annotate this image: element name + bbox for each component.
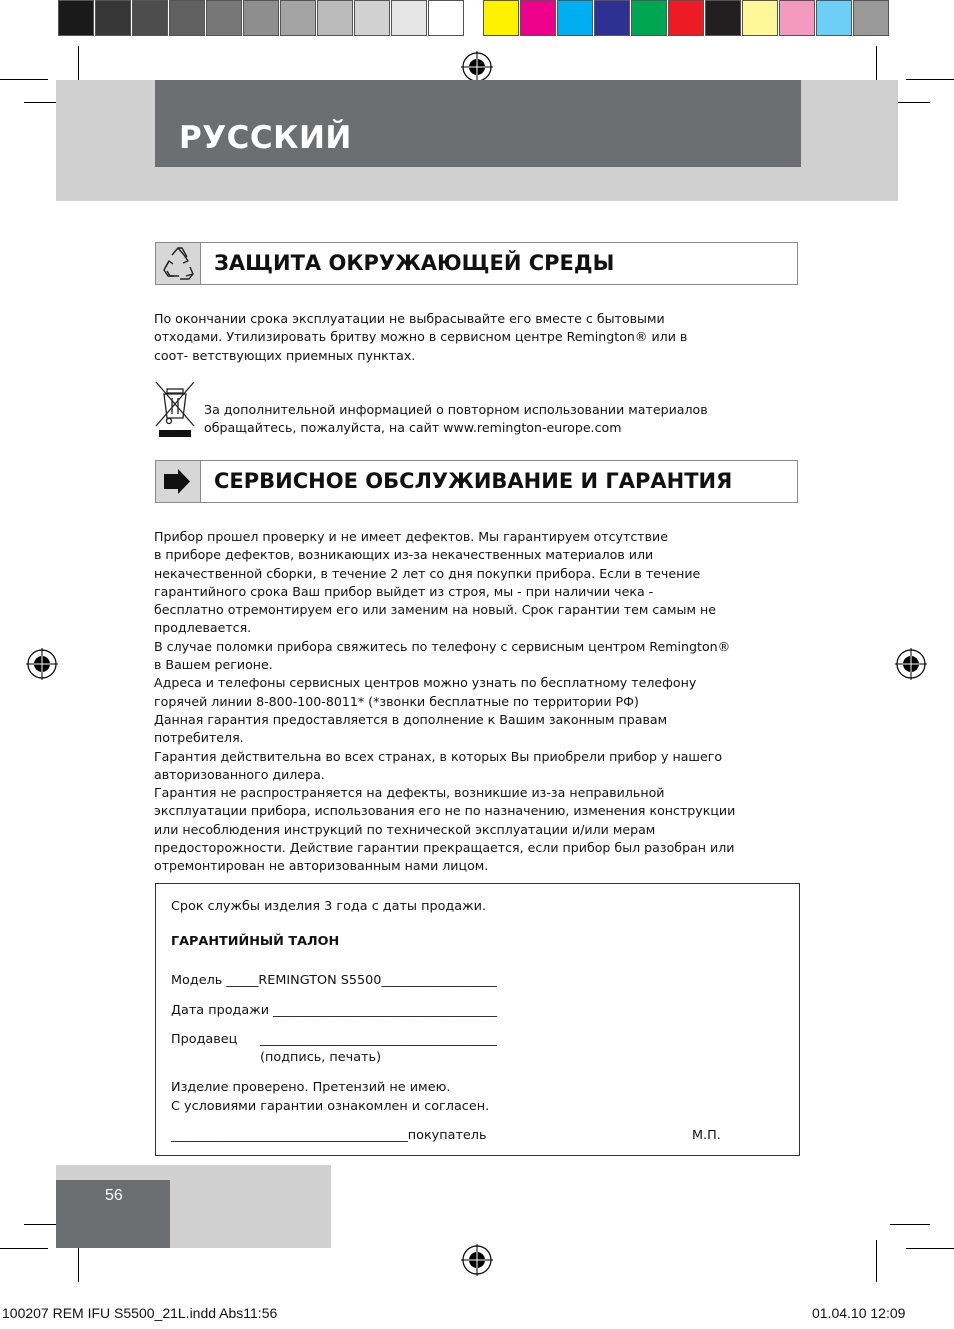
color-swatch [428, 0, 464, 36]
text-line: горячей линии 8-800-100-8011* (*звонки бесплатные по территории РФ) [154, 693, 639, 709]
text-line: потребителя. [154, 730, 244, 746]
buyer-signature-field: _____________________________________покупатель [171, 1128, 487, 1143]
color-swatch-bar [483, 0, 890, 38]
registration-mark-icon [461, 51, 493, 83]
text-line: авторизованного дилера. [154, 766, 325, 782]
color-swatch [816, 0, 852, 36]
text-line: отремонтирован не авторизованным нами лицом. [154, 858, 489, 874]
arrow-right-icon [156, 461, 200, 502]
model-field: Модель _____REMINGTON S5500__________________ [171, 973, 497, 988]
text-line: Гарантия не распространяется на дефекты, возникшие из-за неправильной [154, 785, 665, 801]
color-swatch [483, 0, 519, 36]
registration-mark-icon [461, 1244, 493, 1276]
environment-paragraph [154, 310, 687, 365]
section-heading-service [155, 460, 798, 503]
color-swatch [520, 0, 556, 36]
section-icon-box [156, 461, 201, 502]
text-line: соот- ветствующих приемных пунктах. [154, 347, 416, 363]
text-line: бесплатно отремонтируем его или заменим на новый. Срок гарантии тем самым не [154, 602, 716, 618]
page-number: 56 [105, 1187, 123, 1204]
color-swatch [169, 0, 205, 36]
stamp-label: М.П. [692, 1128, 721, 1143]
section-title: СЕРВИСНОЕ ОБСЛУЖИВАНИЕ И ГАРАНТИЯ [214, 469, 733, 493]
language-title: РУССКИЙ [179, 120, 352, 156]
color-swatch [391, 0, 427, 36]
section-heading-environment [155, 242, 798, 285]
color-swatch [705, 0, 741, 36]
color-swatch [243, 0, 279, 36]
color-swatch [95, 0, 131, 36]
text-line: По окончании срока эксплуатации не выбрасывайте его вместе с бытовыми [154, 311, 665, 326]
signature-note: (подпись, печать) [260, 1050, 382, 1065]
crop-mark [0, 1248, 48, 1249]
text-line: Прибор прошел проверку и не имеет дефектов. Мы гарантируем отсутствие [154, 529, 668, 544]
registration-mark-icon [26, 648, 58, 680]
color-swatch [742, 0, 778, 36]
seller-field: _____________________________________ [260, 1032, 497, 1047]
warranty-card [155, 883, 800, 1156]
text-line: в Вашем регионе. [154, 657, 273, 673]
color-swatch [58, 0, 94, 36]
color-swatch [557, 0, 593, 36]
text-line: обращайтесь, пожалуйста, на сайт www.remington-europe.com [204, 420, 622, 436]
footer-file-slug: 100207 REM IFU S5500_21L.indd Abs11:56 [2, 1305, 278, 1321]
text-line: гарантийного срока Ваш прибор выйдет из строя, мы - при наличии чека - [154, 583, 654, 599]
color-swatch [354, 0, 390, 36]
crossed-bin-icon [154, 380, 196, 438]
color-swatch [779, 0, 815, 36]
registration-mark-icon [895, 648, 927, 680]
gray-swatch-bar [58, 0, 465, 38]
text-line: некачественной сборки, в течение 2 лет со дня покупки прибора. Если в течение [154, 565, 701, 581]
language-bar [155, 80, 801, 167]
service-paragraph [154, 528, 735, 876]
text-line: эксплуатации прибора, использования его не по назначению, изменения конструкции [154, 803, 736, 819]
color-swatch [594, 0, 630, 36]
service-life-text: Срок службы изделия 3 года с даты продажи. [171, 899, 487, 914]
crop-mark [906, 1248, 954, 1249]
color-swatch [280, 0, 316, 36]
crop-mark [890, 1224, 930, 1225]
text-line: За дополнительной информацией о повторном использовании материалов [204, 402, 708, 417]
crop-mark [876, 1240, 877, 1282]
text-line: отходами. Утилизировать бритву можно в сервисном центре Remington® или в [154, 329, 688, 345]
text-line: В случае поломки прибора свяжитесь по телефону с сервисным центром Remington® [154, 638, 731, 654]
text-line: продлевается. [154, 620, 252, 636]
text-line: в приборе дефектов, возникающих из-за некачественных материалов или [154, 547, 654, 563]
color-swatch [206, 0, 242, 36]
crop-mark [0, 79, 48, 80]
color-swatch [317, 0, 353, 36]
warranty-card-title: ГАРАНТИЙНЫЙ ТАЛОН [171, 934, 340, 949]
seller-label: Продавец [171, 1032, 238, 1047]
weee-paragraph [204, 401, 708, 438]
footer-date-slug: 01.04.10 12:09 [812, 1305, 906, 1321]
text-line: или несоблюдения инструкций по технической эксплуатации и/или мерам [154, 821, 656, 837]
text-line: Адреса и телефоны сервисных центров можно узнать по бесплатному телефону [154, 675, 697, 691]
checked-statement: Изделие проверено. Претензий не имею. [171, 1080, 451, 1095]
recycle-icon [156, 243, 200, 284]
crop-mark [906, 79, 954, 80]
text-line: Гарантия действительна во всех странах, в которых Вы приобрели прибор у нашего [154, 748, 723, 764]
section-icon-box [156, 243, 201, 284]
color-swatch [853, 0, 889, 36]
text-line: предосторожности. Действие гарантии прекращается, если прибор был разобран или [154, 840, 735, 856]
sale-date-field: Дата продажи ___________________________________ [171, 1003, 498, 1018]
color-swatch [668, 0, 704, 36]
color-swatch [132, 0, 168, 36]
page-number-box [56, 1180, 170, 1248]
agreement-statement: С условиями гарантии ознакомлен и согласен. [171, 1099, 490, 1114]
text-line: Данная гарантия предоставляется в дополнение к Вашим законным правам [154, 711, 668, 727]
section-title: ЗАЩИТА ОКРУЖАЮЩЕЙ СРЕДЫ [214, 251, 615, 275]
color-swatch [631, 0, 667, 36]
